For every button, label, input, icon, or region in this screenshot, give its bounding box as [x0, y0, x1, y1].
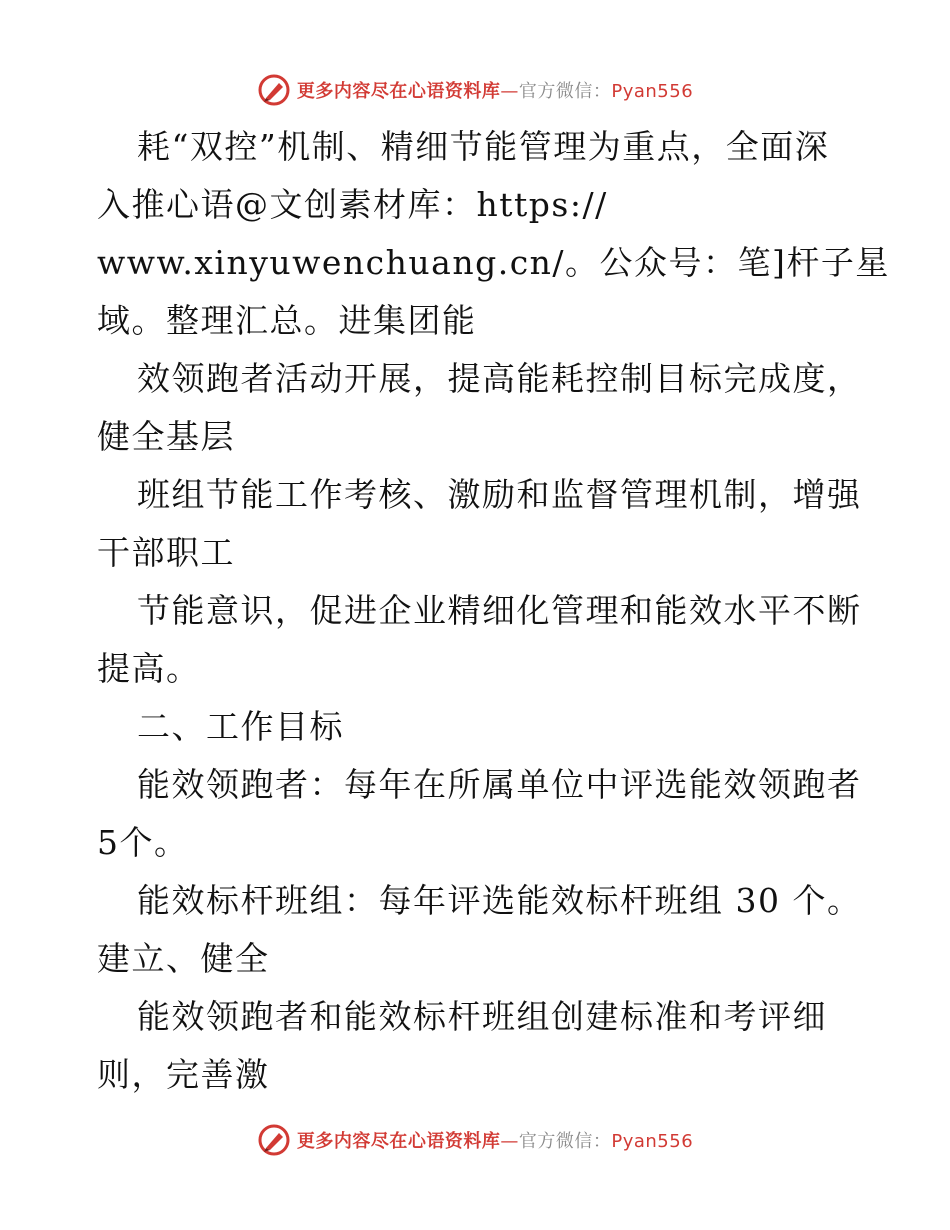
text-line: 效领跑者活动开展，提高能耗控制目标完成度， — [137, 359, 862, 398]
text-line: 能效标杆班组：每年评选能效标杆班组 30 个。 — [137, 881, 862, 920]
text-line: 健全基层 — [97, 417, 235, 456]
text-line: 能效领跑者和能效标杆班组创建标准和考评细 — [137, 997, 827, 1036]
watermark-wechat-id: Pyan556 — [611, 1131, 694, 1152]
text-line: 节能意识，促进企业精细化管理和能效水平不断 — [137, 591, 862, 630]
watermark-dash: — — [500, 1131, 519, 1152]
watermark-text — [297, 77, 693, 103]
text-line: 耗“双控”机制、精细节能管理为重点，全面深 — [137, 127, 830, 166]
text-line: 域。整理汇总。进集团能 — [97, 301, 477, 340]
watermark-label: 官方微信： — [518, 1131, 612, 1152]
text-line: 能效领跑者：每年在所属单位中评选能效领跑者 — [137, 765, 862, 804]
text-line: 干部职工 — [97, 533, 235, 572]
watermark-label: 官方微信： — [518, 81, 612, 102]
text-line: www.xinyuwenchuang.cn/。公众号：笔]杆子星 — [97, 243, 890, 282]
text-line: 入推心语@文创素材库：https:// — [97, 185, 608, 224]
watermark-main: 更多内容尽在心语资料库 — [296, 81, 501, 102]
text-line: 提高。 — [97, 649, 201, 688]
text-line: 5个。 — [97, 823, 189, 862]
header-watermark — [0, 70, 950, 110]
section-heading: 二、工作目标 — [137, 707, 344, 746]
watermark-wechat-id: Pyan556 — [611, 81, 694, 102]
watermark-text — [297, 1127, 693, 1153]
watermark-dash: — — [500, 81, 519, 102]
text-line: 建立、健全 — [97, 939, 270, 978]
pen-logo-icon — [257, 73, 291, 107]
text-line: 班组节能工作考核、激励和监督管理机制，增强 — [137, 475, 862, 514]
document-body — [97, 118, 890, 1104]
watermark-main: 更多内容尽在心语资料库 — [296, 1131, 501, 1152]
footer-watermark — [0, 1120, 950, 1160]
pen-logo-icon — [257, 1123, 291, 1157]
text-line: 则，完善激 — [97, 1055, 270, 1094]
